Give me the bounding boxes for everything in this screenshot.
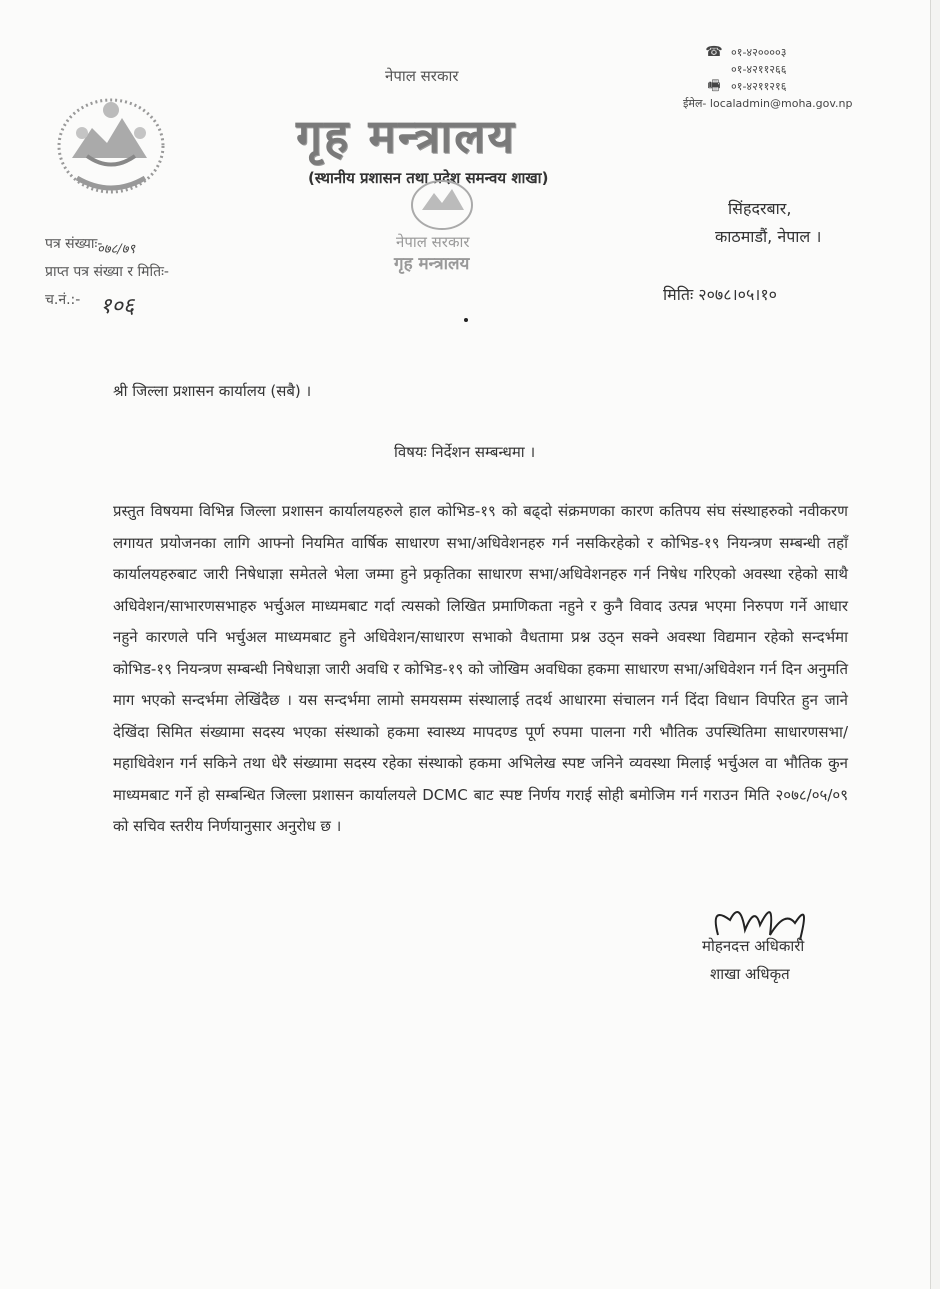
dispatch-label: च.नं.:- (45, 292, 81, 308)
phone-1: ०१-४२००००३ (731, 46, 787, 59)
letter-no-handwritten: ०७८/७९ (97, 242, 136, 257)
nepal-emblem-icon (52, 88, 170, 198)
contact-block (683, 44, 853, 112)
email: ईमेल- localadmin@moha.gov.np (683, 97, 853, 110)
official-stamp (378, 175, 506, 275)
telephone-icon: ☎ (705, 44, 723, 60)
subject: विषयः निर्देशन सम्बन्धमा । (394, 443, 536, 461)
stamp-line-1: नेपाल सरकार (396, 233, 470, 251)
signatory-title: शाखा अधिकृत (710, 965, 790, 983)
phone-2: ०१-४२११२६६ (731, 63, 787, 76)
recipient: श्री जिल्ला प्रशासन कार्यालय (सबै) । (113, 382, 312, 400)
fax-row (705, 78, 852, 95)
letter-date: मितिः २०७८।०५।१० (663, 285, 777, 304)
stamp-line-2: गृह मन्त्रालय (394, 254, 470, 274)
received-label: प्राप्त पत्र संख्या र मितिः- (45, 264, 169, 280)
email-row (683, 95, 853, 112)
dispatch-number: १०६ (100, 294, 135, 319)
fax-icon: 🖷 (707, 78, 721, 94)
phone-row-2 (705, 61, 852, 78)
letter-no-label: पत्र संख्याः- (45, 236, 103, 252)
place-address (715, 195, 821, 251)
ink-dot (464, 318, 468, 322)
ministry-title: गृह मन्त्रालय (296, 109, 516, 163)
fax-number: ०१-४२११२१६ (731, 80, 787, 93)
signatory-name: मोहनदत्त अधिकारी (702, 937, 805, 955)
place-line-2: काठमाडौं, नेपाल । (715, 227, 822, 246)
section-name: (स्थानीय प्रशासन तथा प्रदेश समन्वय शाखा) (308, 169, 549, 187)
phone-row (705, 44, 852, 61)
place-line-1: सिंहदरबार, (728, 199, 792, 218)
government-label: नेपाल सरकार (385, 67, 459, 85)
letter-body: प्रस्तुत विषयमा विभिन्न जिल्ला प्रशासन कार्यालयहरुले हाल कोभिड-१९ को बढ्दो संक्रमणका कारण कतिपय संघ संस्थाहरुको नवीकरण लगायत प्रयोजनका लागि आफ्नो नियमित वार्षिक साधारण सभा/अधिवेशनहरु गर्न नसकिरहेको र कोभिड-१९ नियन्त्रण सम्बन्धी तहाँ कार्यालयहरुबाट जारी निषेधाज्ञा समेतले भेला जम्मा हुने प्रकृतिका साधारण सभा/अधिवेशनहरु गर्न निषेध गरिएको अवस्था रहेको साथै अधिवेशन/साभारणसभाहरु भर्चुअल माध्यमबाट गर्दा त्यसको लिखित प्रमाणिकता नहुने र कुनै विवाद उत्पन्न भएमा निरुपण गर्ने आधार नहुने कारणले पनि भर्चुअल माध्यमबाट हुने अधिवेशन/साधारण सभाको वैधतामा प्रश्न उठ्न सक्ने अवस्था विद्यमान रहेको सन्दर्भमा कोभिड-१९ नियन्त्रण सम्बन्धी निषेधाज्ञा जारी अवधि र कोभिड-१९ को जोखिम अवधिका हकमा साधारण सभा/अधिवेशन गर्न दिन अनुमति माग भएको सन्दर्भमा लेखिंदैछ । यस सन्दर्भमा लामो समयसम्म संस्थालाई तदर्थ आधारमा संचालन गर्न दिंदा विधान विपरित हुन जाने देखिंदा सिमित संख्यामा सदस्य भएका संस्थाको हकमा स्वास्थ्य मापदण्ड पूर्ण रुपमा पालना गरी भौतिक उपस्थितिमा साधारणसभा/महाधिवेशन गर्न सकिने तथा धेरै संख्यामा सदस्य रहेका संस्थाको हकमा अभिलेख स्पष्ट जनिने व्यवस्था मिलाई भर्चुअल वा भौतिक कुन माध्यमबाट गर्ने हो सम्बन्धित जिल्ला प्रशासन कार्यालयले DCMC बाट स्पष्ट निर्णय गराई सोही बमोजिम गर्न गराउन मिति २०७८/०५/०९ को सचिव स्तरीय निर्णयानुसार अनुरोध छ । (113, 502, 848, 835)
